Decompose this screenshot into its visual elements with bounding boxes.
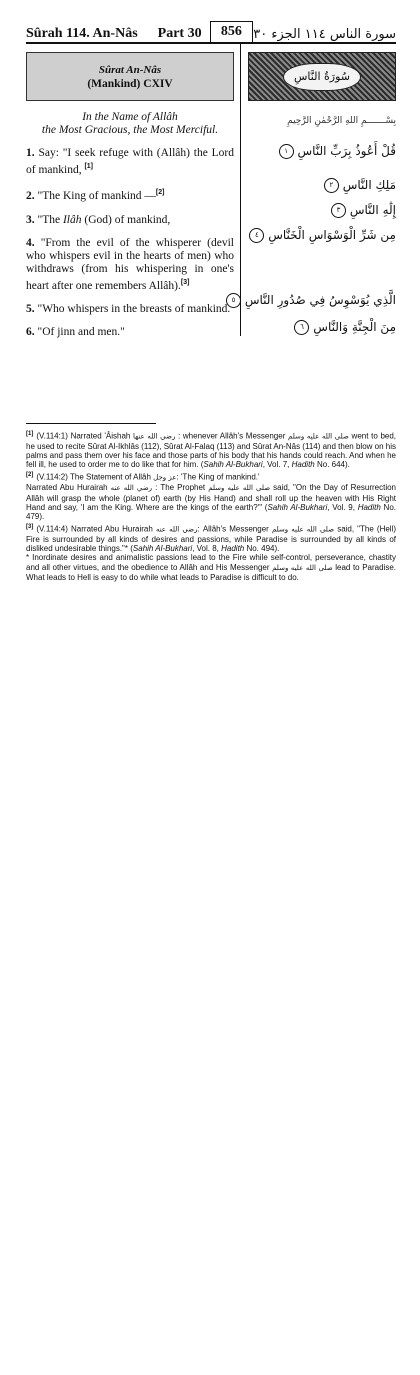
verse-1: 1. Say: "I seek refuge with (Allâh) the Lord of mankind, [1]	[26, 147, 235, 176]
footnote-rule	[26, 423, 156, 424]
basmala-line2: the Most Gracious, the Most Merciful.	[41, 124, 219, 136]
english-column	[26, 52, 234, 339]
page-header	[26, 18, 396, 44]
header-surah: Sûrah 114. An-Nâs	[26, 26, 138, 41]
surah-title-line2: (Mankind) CXIV	[87, 77, 173, 90]
arabic-verse-6: مِنَ الْجِنَّةِ وَالنَّاسِ ٦	[292, 320, 396, 335]
footnote-2: [2] (V.114:2) The Statement of Allâh عز وجل: 'The King of mankind.' Narrated Abu Hurairah رضي الله عنه : The Prophet صلى الله عليه وسلم said, "On the Day of Resurrection Allâh will grasp the whole (planet of) earth (by His Hand) and shall roll up the heaven with His Right Hand and say, 'I am the King. Where are the kings of the earth?'" (Sahih Al-Bukhari, Vol. 9, Hadith No. 479).	[26, 472, 397, 521]
basmala-arabic: بِسْـــــــمِ اللهِ الرَّحْمٰنِ الرَّحِيمِ	[287, 116, 396, 126]
basmala-english	[26, 111, 234, 137]
footnotes	[26, 430, 396, 584]
verse-marker-icon: ٦	[294, 320, 309, 335]
verse-6: 6. "Of jinn and men."	[26, 326, 125, 339]
arabic-column	[231, 52, 396, 334]
verse-4: 4. "From the evil of the whisperer (devil who whispers evil in the hearts of men) who withdraws (from his whispering in one's heart after one remembers Allâh).[3]	[26, 236, 234, 292]
footnote-ref-3[interactable]: [3]	[180, 278, 190, 286]
verse-marker-icon: ١	[279, 144, 294, 159]
quran-page	[26, 18, 396, 339]
verse-marker-icon: ٣	[331, 203, 346, 218]
header-part: Part 30	[157, 26, 202, 41]
arabic-verse-5: الَّذِي يُوَسْوِسُ فِي صُدُورِ النَّاسِ ٥	[224, 293, 396, 308]
header-arabic: سورة الناس ١١٤ الجزء ٣٠	[253, 27, 396, 42]
verse-3: 3. "The Ilâh (God) of mankind,	[26, 213, 171, 226]
verse-2: 2. "The King of mankind —[2]	[26, 188, 165, 202]
page-number: 856	[210, 21, 254, 42]
footnote-ref-2[interactable]: [2]	[155, 188, 165, 196]
arabic-verse-4: مِن شَرِّ الْوَسْوَاسِ الْخَنَّاسِ ٤	[247, 228, 396, 243]
arabic-verse-2: مَلِكِ النَّاسِ ٢	[322, 178, 396, 193]
surah-title-line1: Sûrat An-Nâs	[98, 63, 162, 76]
verse-marker-icon: ٥	[226, 293, 241, 308]
basmala-line1: In the Name of Allâh	[82, 111, 178, 123]
surah-title-box	[26, 52, 234, 101]
arabic-verse-1: قُلْ أَعُوذُ بِرَبِّ النَّاسِ ١	[277, 144, 396, 159]
footnote-3: [3] (V.114:4) Narrated Abu Hurairah رضي الله عنه: Allâh's Messenger صلى الله عليه وسلم said, "The (Hell) Fire is surrounded by all kinds of desires and passions, while Paradise is surrounded by all kinds of disliked undesirable things."* (Sahih Al-Bukhari, Vol. 8, Hadith No. 494). * Inordinate desires and animalistic passions lead to the Fire while self-control, perseverance, chastity and all other virtues, and the obedience to Allâh and His Messenger صلى الله عليه وسلم lead to Paradise. What leads to Hell is easy to do while what leads to Paradise is difficult to do.	[26, 524, 397, 582]
footnote-1: [1] (V.114:1) Narrated 'Âishah رضي الله عنها : whenever Allâh's Messenger صلى الله عليه وسلم went to bed, he used to recite Sûrat Al-Ikhlâs (112), Sûrat Al-Falaq (113) and Sûrat An-Nâs (114) and then blow on his palms and pass them over his face and those parts of his body that his hands could reach. And when he fell ill, he used to order me to do like that for him. (Sahih Al-Bukhari, Vol. 7, Hadith No. 644).	[26, 431, 397, 470]
header-title	[26, 26, 202, 42]
arabic-verse-3: إِلَٰهِ النَّاسِ ٣	[329, 203, 396, 218]
content-columns	[26, 44, 396, 339]
footnote-ref-1[interactable]: [1]	[84, 163, 94, 170]
surah-name-arabic: سُورَةُ النَّاسِ	[283, 63, 361, 91]
surah-name-banner	[248, 52, 396, 101]
verse-marker-icon: ٢	[324, 178, 339, 193]
verse-marker-icon: ٤	[249, 228, 264, 243]
verse-5: 5. "Who whispers in the breasts of mankind.	[26, 303, 231, 316]
